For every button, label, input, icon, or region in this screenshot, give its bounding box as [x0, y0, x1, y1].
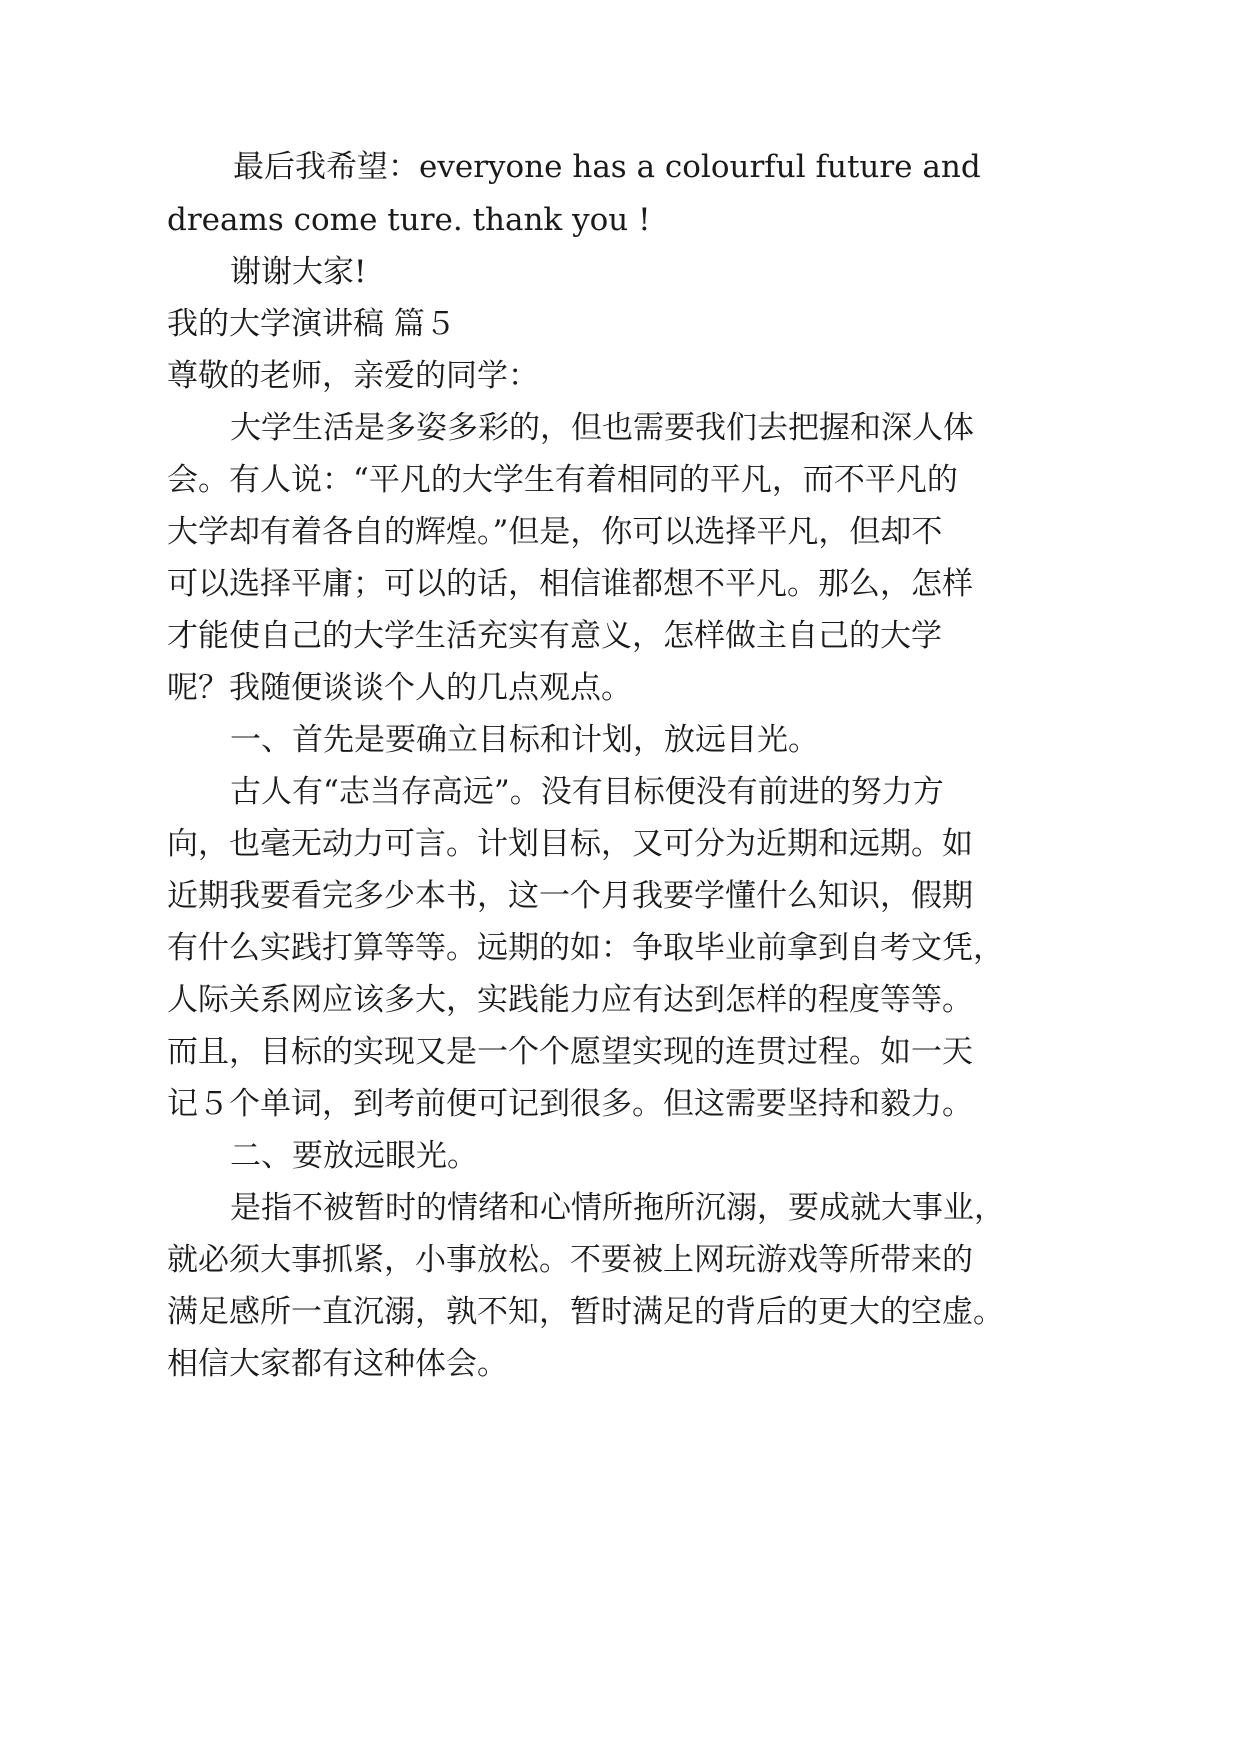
text-line: 人际关系网应该多大，实践能力应有达到怎样的程度等等。: [167, 982, 973, 1018]
text-line: 大学生活是多姿多彩的，但也需要我们去把握和深人体: [230, 410, 974, 446]
text-line: 谢谢大家!: [230, 254, 367, 290]
text-line: 二、要放远眼光。: [230, 1138, 478, 1174]
salutation: 尊敬的老师，亲爱的同学：: [167, 358, 539, 394]
text-line: 相信大家都有这种体会。: [167, 1346, 508, 1382]
text-line: 会。有人说：“平凡的大学生有着相同的平凡，而不平凡的: [167, 462, 958, 498]
text-line: dreams come ture. thank you !: [167, 202, 651, 238]
text-line: 大学却有着各自的辉煌。”但是，你可以选择平凡，但却不: [167, 514, 943, 550]
text-line: 就必须大事抓紧，小事放松。不要被上网玩游戏等所带来的: [167, 1242, 973, 1278]
text-line: 可以选择平庸；可以的话，相信谁都想不平凡。那么，怎样: [167, 566, 973, 602]
text-line: 满足感所一直沉溺，孰不知，暂时满足的背后的更大的空虚。: [167, 1294, 1004, 1330]
text-line: 记５个单词，到考前便可记到很多。但这需要坚持和毅力。: [167, 1086, 973, 1122]
text-line: 是指不被暂时的情绪和心情所拖所沉溺，要成就大事业，: [230, 1190, 1005, 1226]
text-line: 呢？我随便谈谈个人的几点观点。: [167, 670, 632, 706]
text-line: 一、首先是要确立目标和计划，放远目光。: [230, 722, 819, 758]
text-line: 最后我希望：everyone has a colourful future and: [233, 149, 981, 185]
text-line: 古人有“志当存高远”。没有目标便没有前进的努力方: [230, 774, 944, 810]
text-line: 近期我要看完多少本书，这一个月我要学懂什么知识，假期: [167, 878, 973, 914]
text-line: 向，也毫无动力可言。计划目标，又可分为近期和远期。如: [167, 826, 973, 862]
text-line: 而且，目标的实现又是一个个愿望实现的连贯过程。如一天: [167, 1034, 973, 1070]
section-title: 我的大学演讲稿 篇５: [167, 306, 456, 342]
text-line: 才能使自己的大学生活充实有意义，怎样做主自己的大学: [167, 618, 942, 654]
text-line: 有什么实践打算等等。远期的如：争取毕业前拿到自考文凭，: [167, 930, 1004, 966]
